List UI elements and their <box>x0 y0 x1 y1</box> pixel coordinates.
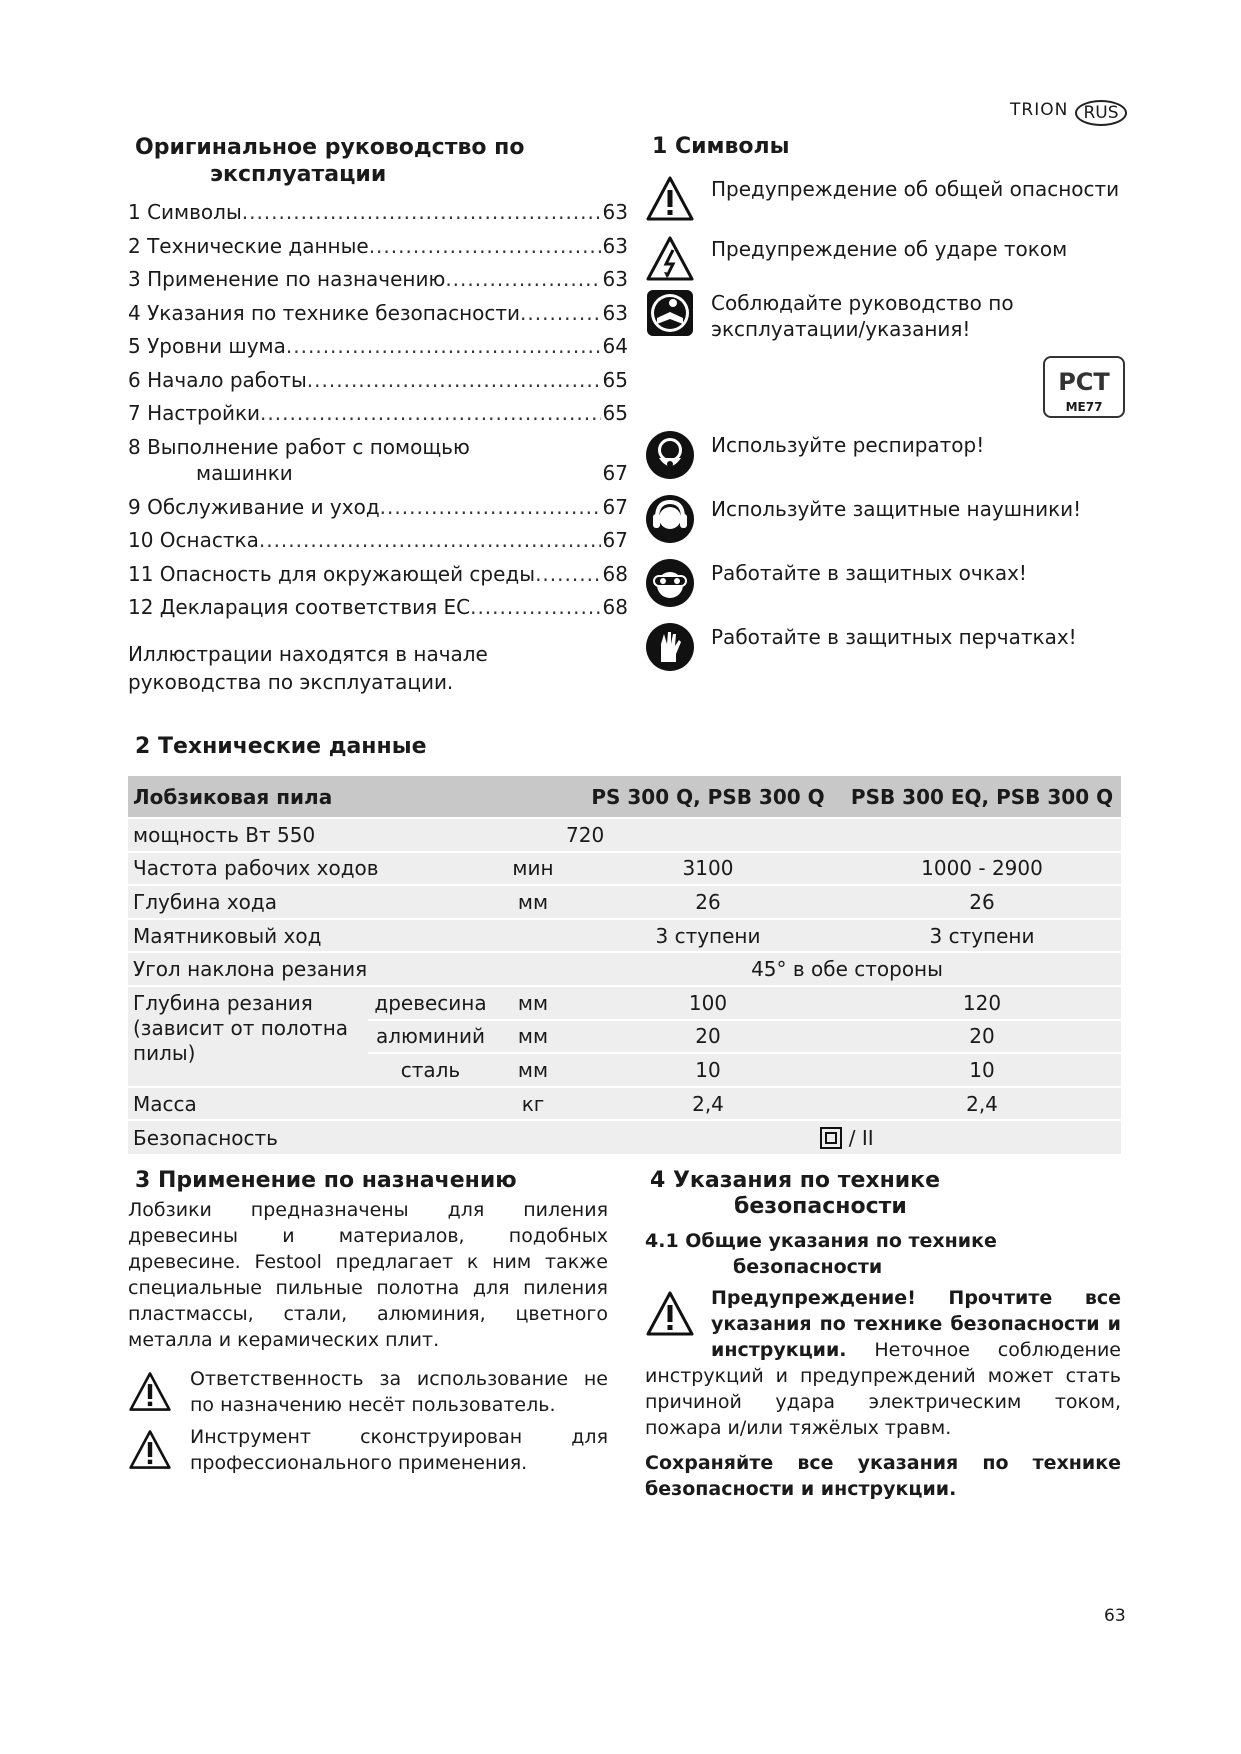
symbol-item <box>645 494 1135 544</box>
warning-triangle-icon <box>645 1289 695 1339</box>
toc-label: 12 Декларация соответствия ЕС <box>128 595 471 619</box>
toc-page: 63 <box>602 267 628 291</box>
toc-item[interactable] <box>128 368 628 402</box>
table-header-cell: PSB 300 EQ, PSB 300 Q <box>843 776 1121 818</box>
toc-item[interactable] <box>128 595 628 629</box>
warning-triangle-icon <box>645 174 695 224</box>
symbol-text: Работайте в защитных очках! <box>711 561 1027 585</box>
gloves-icon <box>645 622 695 672</box>
toc-page: 67 <box>602 528 628 552</box>
toc-label: 2 Технические данные <box>128 233 369 258</box>
table-cell: Глубина резания (зависит от полотна пилы) <box>128 986 368 1087</box>
general-safety-subheading-line2: безопасности <box>733 1256 883 1278</box>
table-cell: 26 <box>573 885 843 919</box>
symbol-item <box>645 558 1135 608</box>
toc-page: 63 <box>602 200 628 224</box>
toc-page: 65 <box>602 401 628 425</box>
general-safety-subheading-line1: 4.1 Общие указания по технике <box>645 1230 997 1252</box>
toc-page: 67 <box>602 460 628 485</box>
symbol-text: Используйте респиратор! <box>711 433 985 457</box>
table-row <box>128 919 1121 953</box>
toc-item[interactable] <box>128 495 628 529</box>
table-header-cell: Лобзиковая пила <box>128 776 573 818</box>
toc-label: 1 Символы <box>128 200 242 224</box>
rst-logo-icon <box>1045 360 1123 400</box>
table-cell <box>493 919 573 953</box>
table-cell: алюминий <box>368 1020 493 1054</box>
toc-note: Иллюстрации находятся в начале руководства по эксплуатации. <box>128 642 488 694</box>
toc-item[interactable] <box>128 200 628 234</box>
ear-protection-icon <box>645 494 695 544</box>
symbol-text: Используйте защитные наушники! <box>711 497 1082 521</box>
table-cell: мм <box>493 1020 573 1054</box>
toc-page: 68 <box>602 595 628 619</box>
respirator-icon <box>645 430 695 480</box>
table-cell: Безопасность <box>128 1120 573 1154</box>
page-number: 63 <box>1104 1606 1126 1626</box>
toc-label: 7 Настройки <box>128 401 261 425</box>
toc-item[interactable] <box>128 401 628 435</box>
document-title-line2: эксплуатации <box>210 162 387 187</box>
table-cell: мм <box>493 885 573 919</box>
table-cell: Частота рабочих ходов <box>128 852 493 886</box>
safety-warning-bold: Предупреждение! Прочтите все указания по технике безопасности и инструкции. <box>711 1287 1121 1361</box>
toc-page: 68 <box>602 561 628 586</box>
safety-warning-block <box>645 1285 1121 1441</box>
intended-use-heading: 3 Применение по назначению <box>135 1168 517 1193</box>
table-cell: мощность Вт 550 <box>128 818 493 852</box>
table-cell: мм <box>493 986 573 1020</box>
toc-item[interactable] <box>128 234 628 268</box>
intended-use-text: Лобзики предназначены для пиления древесины и материалов, подобных древесине. Festool предлагает к ним также специальные пильные полотна для пиления пластмассы, стали, алюминия, цветного металла и керамических плит. <box>128 1199 608 1351</box>
table-cell: 20 <box>843 1020 1121 1054</box>
table-cell: 720 <box>493 818 843 852</box>
table-cell: 10 <box>573 1053 843 1087</box>
table-row <box>128 885 1121 919</box>
toc-item[interactable] <box>128 528 628 562</box>
warning-item <box>128 1424 608 1476</box>
table-cell: 2,4 <box>573 1087 843 1121</box>
toc-page: 65 <box>602 367 628 392</box>
table-row <box>128 1087 1121 1121</box>
table-cell: 20 <box>573 1020 843 1054</box>
symbols-heading: 1 Символы <box>652 134 790 159</box>
table-cell <box>573 1120 1121 1154</box>
table-header-row <box>128 776 1121 818</box>
toc-label: 11 Опасность для окружающей среды <box>128 561 536 586</box>
toc-label: 4 Указания по технике безопасности <box>128 300 521 325</box>
table-cell: 2,4 <box>843 1087 1121 1121</box>
gost-certification-mark <box>1043 356 1125 418</box>
table-cell: Угол наклона резания <box>128 952 573 986</box>
gost-code: ME77 <box>1065 400 1103 414</box>
toc-page: 63 <box>602 233 628 258</box>
specs-table <box>128 776 1121 1154</box>
read-manual-icon <box>645 288 695 338</box>
tech-data-heading: 2 Технические данные <box>135 734 427 759</box>
safety-class: / II <box>848 1125 874 1150</box>
toc-label: 3 Применение по назначению <box>128 267 446 291</box>
table-row <box>128 818 1121 852</box>
table-cell: мм <box>493 1053 573 1087</box>
symbol-text: Предупреждение об ударе током <box>711 237 1068 261</box>
toc-label: 9 Обслуживание и уход <box>128 494 380 519</box>
toc-label: 10 Оснастка <box>128 528 259 552</box>
table-row <box>128 986 1121 1020</box>
toc-item[interactable] <box>128 301 628 335</box>
table-cell: 1000 - 2900 <box>843 852 1121 886</box>
brand-name: TRION <box>1010 100 1069 120</box>
document-title-line1: Оригинальное руководство по <box>135 135 525 160</box>
symbol-text: Предупреждение об общей опасности <box>711 177 1120 201</box>
rst-logo-text: РСТ <box>1058 368 1110 396</box>
symbol-text: Работайте в защитных перчатках! <box>711 625 1077 649</box>
double-insulation-icon <box>820 1127 842 1149</box>
toc-item[interactable] <box>128 562 628 596</box>
symbol-item <box>645 174 1135 224</box>
toc-item[interactable] <box>128 267 628 301</box>
table-header-cell: PS 300 Q, PSB 300 Q <box>573 776 843 818</box>
table-cell: Масса <box>128 1087 493 1121</box>
toc-page: 64 <box>602 334 628 358</box>
toc-item[interactable] <box>128 334 628 368</box>
toc-page: 63 <box>602 300 628 325</box>
safety-heading-line1: 4 Указания по технике <box>650 1168 941 1193</box>
table-cell: сталь <box>368 1053 493 1087</box>
toc-label-continued: машинки <box>196 460 293 485</box>
safety-goggles-icon <box>645 558 695 608</box>
table-cell: 10 <box>843 1053 1121 1087</box>
warning-text: Ответственность за использование не по назначению несёт пользователь. <box>190 1368 608 1416</box>
safety-heading <box>650 1168 1070 1220</box>
symbol-item <box>645 430 1135 480</box>
toc-label: 6 Начало работы <box>128 367 307 392</box>
table-cell: 3 ступени <box>843 919 1121 953</box>
safety-heading-line2: безопасности <box>734 1194 907 1219</box>
table-cell: 45° в обе стороны <box>573 952 1121 986</box>
table-cell: кг <box>493 1087 573 1121</box>
symbol-item <box>645 234 1135 284</box>
symbol-text: Соблюдайте руководство по эксплуатации/указания! <box>711 291 1014 341</box>
table-cell: 3 ступени <box>573 919 843 953</box>
symbol-item <box>645 288 1135 342</box>
table-of-contents <box>128 200 628 629</box>
save-instructions-text: Сохраняйте все указания по технике безопасности и инструкции. <box>645 1452 1121 1500</box>
language-badge: RUS <box>1075 100 1127 126</box>
electric-shock-icon <box>645 234 695 284</box>
table-row <box>128 852 1121 886</box>
warning-item <box>128 1366 608 1418</box>
table-cell: 120 <box>843 986 1121 1020</box>
safety-warning-text: Неточное соблюдение инструкций и предупреждений может стать причиной удара электрическим током, пожара и/или тяжёлых травм. <box>645 1339 1121 1439</box>
warning-triangle-icon <box>128 1428 172 1472</box>
document-title <box>135 134 555 188</box>
table-cell: Глубина хода <box>128 885 493 919</box>
toc-label: 8 Выполнение работ с помощью <box>128 434 470 459</box>
table-row <box>128 952 1121 986</box>
toc-label: 5 Уровни шума <box>128 334 286 358</box>
table-cell <box>843 818 1121 852</box>
toc-item[interactable] <box>128 435 628 495</box>
toc-page: 67 <box>602 494 628 519</box>
warning-triangle-icon <box>128 1370 172 1414</box>
table-cell: мин <box>493 852 573 886</box>
warning-text: Инструмент сконструирован для профессионального применения. <box>190 1426 608 1474</box>
table-cell: 100 <box>573 986 843 1020</box>
general-safety-subheading <box>645 1228 997 1280</box>
symbol-item <box>645 622 1135 672</box>
table-row <box>128 1120 1121 1154</box>
table-cell: древесина <box>368 986 493 1020</box>
table-cell: 3100 <box>573 852 843 886</box>
table-cell: 26 <box>843 885 1121 919</box>
table-cell: Маятниковый ход <box>128 919 493 953</box>
